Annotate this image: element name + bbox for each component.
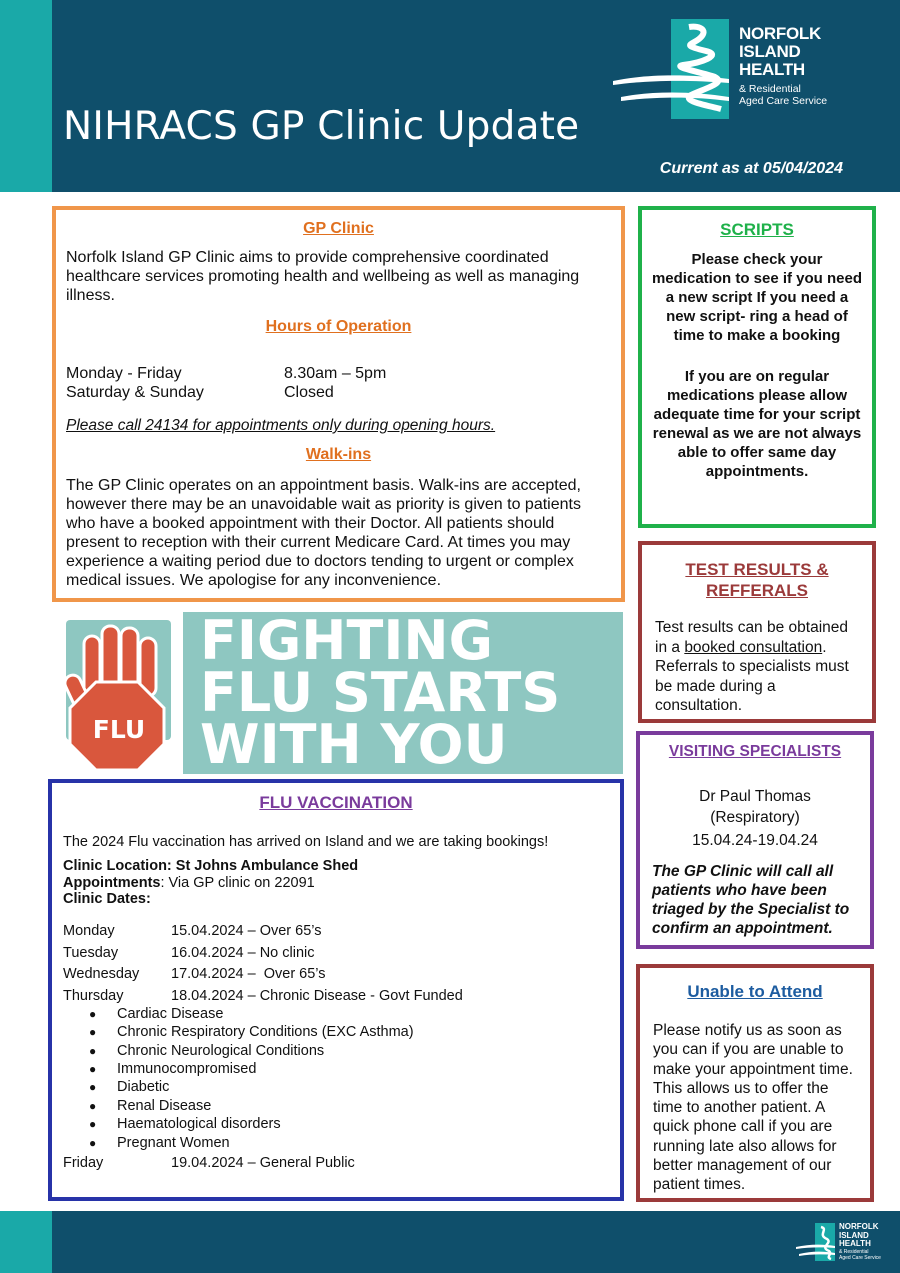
clinic-schedule [63,922,463,1176]
footer-banner [0,1211,900,1273]
test-results-heading [642,559,872,601]
flu-vaccination-heading: FLU VACCINATION [259,793,413,812]
current-date: Current as at 05/04/2024 [659,160,843,177]
list-item [89,1005,463,1023]
organisation-logo [611,17,881,127]
schedule-date: 15.04.2024 [171,923,244,939]
scripts-para: If you are on regular medications please allow adequate time for your script renewal as we are not always able to offer same day appointments. [652,368,862,480]
schedule-date: 17.04.2024 [171,966,244,982]
schedule-day: Friday [63,1155,104,1172]
hours-table [66,364,386,402]
footer-accent-strip [0,1211,52,1273]
logo-sub-line: & Residential [839,1249,869,1255]
logo-subtext [739,83,827,107]
unable-heading: Unable to Attend [687,982,823,1001]
logo-mark-icon [611,17,736,127]
schedule-date: 16.04.2024 [171,944,244,961]
fighting-flu-banner [48,609,623,776]
condition-text: Chronic Respiratory Conditions (EXC Asthma) [117,1024,414,1041]
bullet-icon: ● [89,1080,97,1095]
visiting-heading: VISITING SPECIALISTS [668,743,842,760]
logo-line: HEALTH [839,1239,871,1248]
schedule-dash: – [243,987,260,1004]
schedule-day: Monday [63,923,115,939]
schedule-date: 18.04.2024 [171,987,244,1004]
walkins-heading: Walk-ins [305,446,372,463]
text-segment: . Referrals to specialists must be made during a consultation. [655,638,849,714]
logo-sub-line: Aged Care Service [839,1255,881,1261]
banner-line: FIGHTING [200,609,493,672]
page-title: NIHRACS GP Clinic Update [63,104,580,149]
test-results-box [638,541,876,723]
list-item [89,1134,463,1152]
visiting-specialists-box [636,731,874,949]
schedule-desc: Chronic Disease - Govt Funded [259,987,463,1004]
scripts-box [638,206,876,528]
schedule-dash: – [243,944,260,961]
condition-text: Pregnant Women [117,1134,230,1151]
schedule-desc: General Public [259,1155,355,1172]
schedule-day: Thursday [63,987,124,1004]
schedule-desc: No clinic [259,944,315,961]
condition-text: Haematological disorders [117,1116,281,1133]
bullet-icon: ● [89,1025,97,1040]
clinic-location: Clinic Location: St Johns Ambulance Shed [63,858,359,874]
specialist-info [640,786,870,851]
list-item [89,1097,463,1115]
list-item [89,1042,463,1060]
schedule-day: Wednesday [63,966,140,982]
hours-time: Closed [284,384,334,401]
scripts-body [650,250,864,481]
footer-logo-text [839,1223,879,1249]
schedule-desc: Over 65’s [259,923,322,939]
footer-logo-subtext [839,1249,881,1261]
schedule-day: Tuesday [63,944,119,961]
list-item [89,1023,463,1041]
walkins-text: The GP Clinic operates on an appointment basis. Walk-ins are accepted, however there may be an unavoidable wait as priority is given to patients who have a booked appointment with their Doctor. All patients should present to reception with their current Medicare Card. At times you may experience a waiting period due to doctors tending to urgent or complex medical issues. We apologise for any inconvenience. [66,477,581,589]
logo-line: NORFOLK [739,24,821,43]
schedule-dash: – [243,923,260,939]
list-item [89,1060,463,1078]
logo-sub-line: Aged Care Service [739,95,828,107]
schedule-row [63,965,463,987]
logo-line: NORFOLK [839,1222,879,1231]
schedule-row [63,922,463,944]
schedule-desc: Over 65’s [259,966,326,982]
header-accent-strip [0,0,52,192]
condition-text: Diabetic [117,1079,170,1096]
specialist-name: Dr Paul Thomas [699,788,811,805]
schedule-row [63,1154,463,1176]
gp-clinic-box [52,206,625,602]
chronic-conditions-list [89,1005,463,1152]
appointments-label: Appointments [63,874,161,891]
text-segment: Test results can be obtained in a [655,619,849,656]
flu-vaccination-box [48,779,624,1201]
scripts-para: Please check your medication to see if you need a new script If you need a new script- ring a head of time to make a booking [651,251,863,344]
hours-time: 8.30am – 5pm [284,365,387,382]
hours-heading: Hours of Operation [265,318,412,335]
list-item [89,1115,463,1133]
hours-row [66,383,386,402]
booked-consultation-text: booked consultation [684,638,823,656]
bullet-icon: ● [89,1117,97,1132]
condition-text: Immunocompromised [117,1061,257,1078]
visiting-note: The GP Clinic will call all patients who have been triaged by the Specialist to confirm an appointment. [652,863,850,937]
heading-line: TEST RESULTS & [685,560,829,579]
logo-sub-line: & Residential [739,83,801,95]
clinic-dates-label: Clinic Dates: [63,891,151,907]
flu-intro: The 2024 Flu vaccination has arrived on Island and we are taking bookings! [63,834,549,850]
footer-logo-mark-icon [795,1221,839,1265]
schedule-row [63,987,463,1005]
gp-clinic-intro: Norfolk Island GP Clinic aims to provide comprehensive coordinated healthcare services promoting health and wellbeing as well as managing illness. [66,249,580,304]
bullet-icon: ● [89,1135,97,1150]
bullet-icon: ● [89,1062,97,1077]
appointments-value: : Via GP clinic on 22091 [160,874,315,891]
gp-clinic-heading: GP Clinic [303,220,374,237]
bullet-icon: ● [89,1043,97,1058]
condition-text: Renal Disease [117,1097,212,1114]
footer-logo [795,1221,885,1265]
condition-text: Cardiac Disease [117,1005,224,1022]
stop-hand-icon [56,614,181,774]
appointment-call-note: Please call 24134 for appointments only during opening hours. [66,417,496,434]
banner-line: FLU STARTS [200,661,561,724]
logo-line: ISLAND [739,42,801,61]
logo-line: HEALTH [739,60,805,79]
specialist-dates: 15.04.24-19.04.24 [692,832,818,849]
scripts-heading: SCRIPTS [720,220,794,239]
hours-days: Monday - Friday [66,365,182,382]
logo-text [739,25,821,79]
bullet-icon: ● [89,1098,97,1113]
heading-line: REFFERALS [706,581,808,600]
bullet-icon: ● [89,1006,97,1021]
schedule-dash: – [243,966,260,982]
schedule-row [63,944,463,966]
hours-row [66,364,386,383]
header-banner [0,0,900,192]
condition-text: Chronic Neurological Conditions [117,1042,325,1059]
test-results-text [655,618,862,716]
logo-line: ISLAND [839,1230,869,1240]
unable-text: Please notify us as soon as you can if you are unable to make your appointment time. This allows us to offer the time to another patient. A quick phone call if you are running late also allows for better management of our patient times. [653,1022,853,1194]
unable-to-attend-box [636,964,874,1202]
list-item [89,1078,463,1096]
hours-days: Saturday & Sunday [66,384,204,401]
schedule-date: 19.04.2024 [171,1155,244,1172]
banner-line: WITH YOU [200,713,508,776]
schedule-dash: – [243,1155,260,1172]
stop-sign-text: FLU [92,715,146,744]
specialist-specialty: (Respiratory) [710,809,800,826]
clinic-info [63,858,358,908]
